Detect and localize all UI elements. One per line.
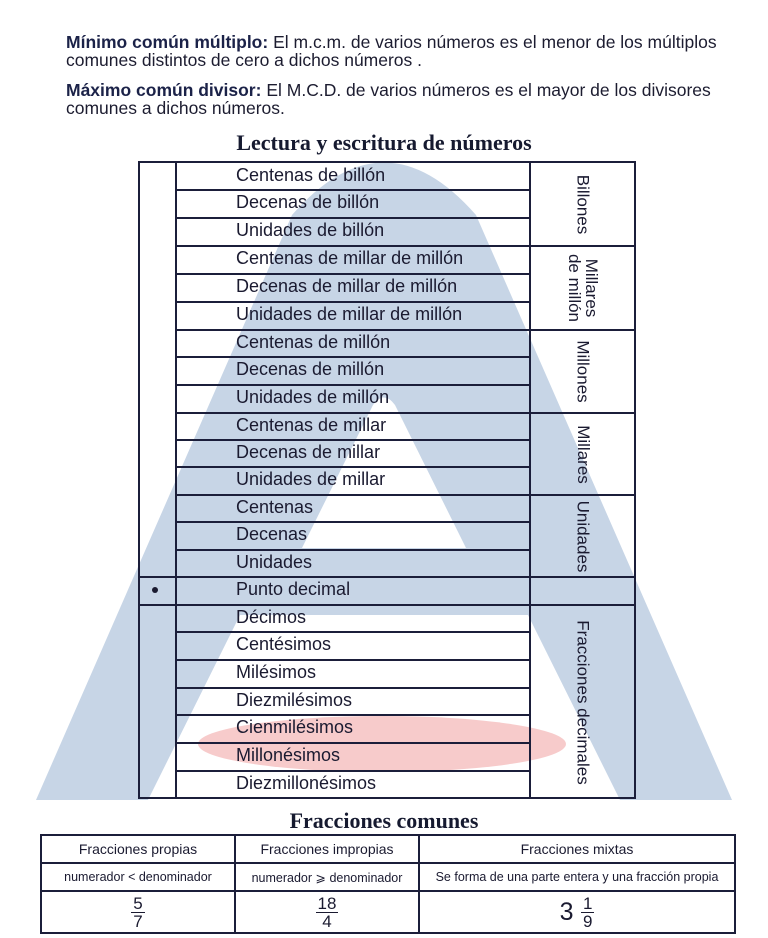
header-proper: Fracciones propias: [41, 835, 235, 863]
place-value-group: [530, 330, 636, 413]
common-fractions-title: Fracciones comunes: [289, 808, 479, 833]
place-value-label: Unidades de millón: [236, 387, 390, 407]
place-value-label: Cienmilésimos: [236, 717, 354, 737]
place-value-group: [530, 246, 636, 330]
desc-proper: numerador < denominador: [41, 863, 235, 891]
gcd-definition: [66, 81, 726, 117]
place-value-row: [176, 218, 528, 245]
place-value-row: [176, 522, 528, 549]
place-value-label: Unidades de billón: [236, 220, 385, 240]
decimal-row-divider: [138, 604, 178, 606]
place-value-label: Unidades: [236, 552, 313, 572]
gcd-term: Máximo común divisor:: [66, 80, 262, 100]
place-value-label: Decenas de millón: [236, 359, 385, 379]
place-value-label: Decenas: [236, 524, 308, 544]
mixed-whole: 3: [559, 897, 574, 926]
place-value-row: [176, 771, 528, 798]
place-value-label: Centenas de millón: [236, 332, 391, 352]
place-value-label: Centenas de millar: [236, 415, 387, 435]
header-mixed: Fracciones mixtas: [419, 835, 735, 863]
place-value-title: Lectura y escritura de números: [236, 130, 532, 155]
mixed-fraction: [581, 895, 594, 930]
group-label: Unidades: [573, 500, 593, 572]
proper-denominator: 7: [133, 911, 143, 931]
place-value-row: [176, 605, 528, 632]
place-value-row: [176, 577, 528, 604]
place-value-row: [176, 660, 528, 687]
mixed-denominator: 9: [582, 911, 593, 931]
desc-mixed: Se forma de una parte entera y una fracción propia: [419, 863, 735, 891]
place-value-row: [176, 715, 528, 742]
place-value-label: Decenas de billón: [236, 192, 380, 212]
example-proper: [41, 891, 235, 933]
place-value-row: [176, 688, 528, 715]
example-improper: [235, 891, 419, 933]
common-fractions-table: [40, 834, 736, 934]
place-value-label: Centenas de billón: [236, 165, 386, 185]
lcm-term: Mínimo común múltiplo:: [66, 32, 269, 52]
place-value-label: Decenas de millar de millón: [236, 276, 458, 296]
place-value-label: Unidades de millar de millón: [236, 304, 463, 324]
place-value-label: Millonésimos: [236, 745, 341, 765]
group-label: Billones: [573, 174, 593, 235]
desc-improper: numerador ⩾ denominador: [235, 863, 419, 891]
mixed-numerator: 1: [582, 893, 593, 913]
improper-fraction: [316, 895, 339, 930]
place-value-group: [530, 163, 636, 246]
decimal-point-marker: [152, 587, 158, 593]
place-value-row: [176, 440, 528, 467]
proper-numerator: 5: [133, 893, 143, 913]
place-value-row: [176, 550, 528, 577]
place-value-group: [530, 413, 636, 495]
place-value-label: Centenas de millar de millón: [236, 248, 464, 268]
place-value-row: [176, 632, 528, 659]
place-value-row: [176, 190, 528, 217]
place-value-row: [176, 467, 528, 494]
place-value-row: [176, 302, 528, 329]
place-value-label: Centésimos: [236, 634, 332, 654]
group-label: Millares: [573, 424, 593, 484]
place-value-row: [176, 743, 528, 770]
place-value-label: Milésimos: [236, 662, 317, 682]
group-label: Millares de millón: [564, 253, 601, 323]
gcd-text: El M.C.D. de varios números es el mayor de los divisores comunes a dichos números.: [66, 80, 711, 118]
place-value-row: [176, 163, 528, 190]
place-value-label: Decenas de millar: [236, 442, 381, 462]
place-value-group: [530, 495, 636, 577]
lcm-definition: [66, 33, 726, 69]
place-value-label: Diezmilésimos: [236, 690, 353, 710]
place-value-row: [176, 413, 528, 440]
place-value-row: [176, 385, 528, 412]
example-mixed: [419, 891, 735, 933]
place-value-row: [176, 246, 528, 273]
header-improper: Fracciones impropias: [235, 835, 419, 863]
place-value-group: [530, 605, 636, 799]
place-value-row: [176, 495, 528, 522]
proper-fraction: [131, 895, 144, 930]
improper-numerator: 18: [317, 893, 337, 913]
group-label: Fracciones decimales: [573, 619, 593, 785]
place-value-row: [176, 357, 528, 384]
place-value-label: Punto decimal: [236, 579, 351, 599]
place-value-label: Diezmillonésimos: [236, 773, 377, 793]
place-value-label: Unidades de millar: [236, 469, 386, 489]
group-label: Millones: [573, 340, 593, 403]
decimal-row-divider: [138, 576, 178, 578]
place-value-row: [176, 274, 528, 301]
place-value-label: Centenas: [236, 497, 314, 517]
place-value-label: Décimos: [236, 607, 307, 627]
improper-denominator: 4: [322, 911, 332, 931]
place-value-row: [176, 330, 528, 357]
lcm-text: El m.c.m. de varios números es el menor de los múltiplos comunes distintos de cero a dichos números .: [66, 32, 717, 70]
